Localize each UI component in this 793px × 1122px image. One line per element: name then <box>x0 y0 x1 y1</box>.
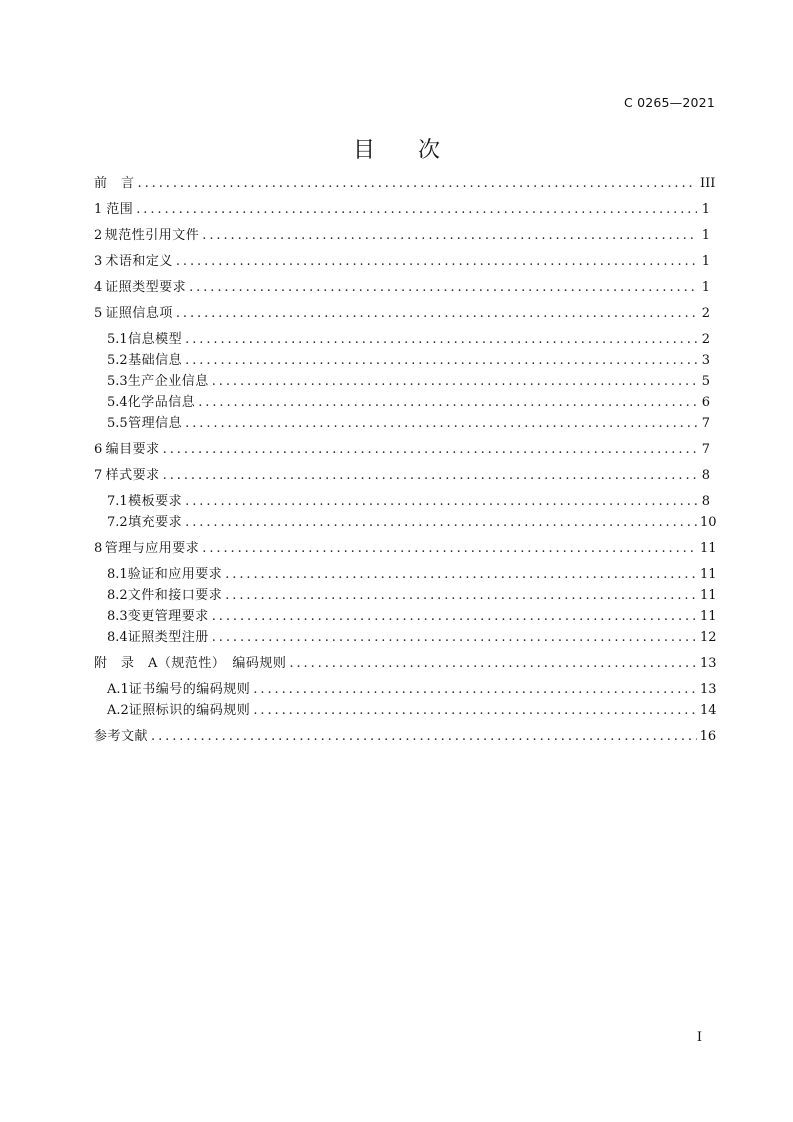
toc-dot-leader <box>185 330 697 350</box>
toc-entry[interactable] <box>94 252 710 272</box>
toc-entry-label: 变更管理要求 <box>127 609 209 624</box>
toc-entry[interactable] <box>94 539 717 559</box>
toc-dot-leader <box>253 701 697 721</box>
toc-dot-leader <box>185 513 697 533</box>
toc-entry-page: 1 <box>701 280 710 295</box>
toc-entry-number: 5.5 <box>107 416 128 431</box>
toc-dot-leader <box>185 351 697 371</box>
toc-entry[interactable] <box>94 200 710 220</box>
toc-entry-page: 2 <box>701 306 710 321</box>
toc-dot-leader <box>185 492 697 512</box>
toc-entry-label: 模板要求 <box>128 494 183 509</box>
toc-dot-leader <box>212 628 697 648</box>
toc-dot-leader <box>212 607 697 627</box>
toc-entry-page: III <box>700 176 716 191</box>
toc-entry-page: 2 <box>701 332 710 347</box>
toc-entry-number: 8.4 <box>107 630 128 645</box>
toc-entry-label: 化学品信息 <box>127 395 196 410</box>
toc-entry[interactable] <box>94 414 710 434</box>
toc-entry-label: 管理信息 <box>128 416 183 431</box>
toc-entry-page: 13 <box>700 656 717 671</box>
toc-entry-page: 13 <box>700 682 717 697</box>
toc-entry-label: 附 录 A（规范性） 编码规则 <box>94 656 287 671</box>
toc-entry-number: 3 <box>94 254 103 269</box>
toc-entry-number: 5.3 <box>107 374 128 389</box>
toc-entry-number: 8.2 <box>107 588 128 603</box>
toc-dot-leader <box>202 226 697 246</box>
toc-entry-label: 信息模型 <box>128 332 183 347</box>
toc-entry-label: 证照标识的编码规则 <box>128 703 251 718</box>
toc-dot-leader <box>185 414 697 434</box>
toc-entry-page: 8 <box>701 468 710 483</box>
toc-entry-number: 6 <box>94 442 103 457</box>
toc-dot-leader <box>225 586 697 606</box>
toc-dot-leader <box>289 654 697 674</box>
toc-dot-leader <box>202 539 697 559</box>
toc-dot-leader <box>138 174 697 194</box>
toc-dot-leader <box>163 466 697 486</box>
toc-entry[interactable] <box>94 393 710 413</box>
toc-entry-label: 术语和定义 <box>105 254 173 269</box>
toc-entry-number: A.1 <box>107 682 129 697</box>
toc-entry[interactable] <box>94 565 717 585</box>
toc-entry-page: 14 <box>700 703 717 718</box>
toc-entry-label: 管理与应用要求 <box>104 541 200 556</box>
toc-entry-label: 基础信息 <box>128 353 183 368</box>
toc-dot-leader <box>212 372 697 392</box>
toc-dot-leader <box>253 680 697 700</box>
toc-entry-page: 12 <box>700 630 717 645</box>
toc-entry[interactable] <box>94 701 717 721</box>
toc-entry-page: 11 <box>700 541 717 556</box>
toc-entry-page: 11 <box>700 567 717 582</box>
toc-entry[interactable] <box>94 607 717 627</box>
toc-entry-label: 证照信息项 <box>105 306 173 321</box>
toc-entry-number: 5.2 <box>107 353 128 368</box>
document-code: C 0265—2021 <box>623 95 715 110</box>
toc-entry-page: 16 <box>699 729 717 744</box>
toc-entry-page: 5 <box>701 374 710 389</box>
toc-entry[interactable] <box>94 174 716 194</box>
toc-entry-number: 8.3 <box>107 609 128 624</box>
toc-dot-leader <box>176 252 697 272</box>
toc-entry-label: 规范性引用文件 <box>104 228 200 243</box>
toc-entry-label: 文件和接口要求 <box>127 588 223 603</box>
toc-entry-page: 1 <box>701 202 710 217</box>
toc-entry-number: 5.1 <box>107 332 128 347</box>
page-number-footer: I <box>696 1030 702 1045</box>
toc-entry-number: 7.1 <box>107 494 128 509</box>
toc-entry[interactable] <box>94 654 717 674</box>
toc-entry[interactable] <box>94 513 717 533</box>
toc-entry-label: 范围 <box>106 202 134 217</box>
toc-entry-label: 生产企业信息 <box>127 374 209 389</box>
toc-entry-page: 3 <box>701 353 710 368</box>
toc-entry-page: 10 <box>700 515 717 530</box>
toc-entry-page: 11 <box>700 588 717 603</box>
toc-dot-leader <box>151 727 697 747</box>
toc-entry-page: 1 <box>701 254 710 269</box>
toc-entry[interactable] <box>94 226 710 246</box>
toc-entry-page: 7 <box>701 442 710 457</box>
toc-entry-number: 4 <box>94 280 103 295</box>
toc-entry[interactable] <box>94 466 710 486</box>
toc-entry[interactable] <box>94 586 717 606</box>
toc-entry[interactable] <box>94 304 710 324</box>
toc-entry[interactable] <box>94 278 710 298</box>
toc-entry-page: 7 <box>701 416 710 431</box>
toc-dot-leader <box>198 393 697 413</box>
toc-entry-number: 7 <box>94 468 103 483</box>
toc-dot-leader <box>176 304 697 324</box>
toc-entry[interactable] <box>94 351 710 371</box>
toc-entry[interactable] <box>94 680 717 700</box>
toc-entry-label: 证书编号的编码规则 <box>128 682 251 697</box>
toc-entry-number: 5 <box>94 306 103 321</box>
toc-entry[interactable] <box>94 330 710 350</box>
toc-entry-number: 2 <box>94 228 103 243</box>
toc-entry[interactable] <box>94 727 717 747</box>
toc-entry-label: 填充要求 <box>128 515 183 530</box>
toc-entry[interactable] <box>94 440 710 460</box>
toc-entry-number: 8 <box>94 541 103 556</box>
page-title: 目 次 <box>353 138 458 163</box>
toc-entry-label: 参考文献 <box>94 729 149 744</box>
toc-entry-number: 8.1 <box>107 567 128 582</box>
toc-entry-label: 前 言 <box>94 176 135 191</box>
toc-entry-number: 7.2 <box>107 515 128 530</box>
toc-dot-leader <box>163 440 697 460</box>
toc-entry-label: 编目要求 <box>105 442 160 457</box>
toc-entry-label: 样式要求 <box>105 468 160 483</box>
toc-entry-number: 5.4 <box>107 395 128 410</box>
toc-entry-page: 6 <box>701 395 710 410</box>
toc-dot-leader <box>189 278 697 298</box>
toc-entry-label: 证照类型注册 <box>127 630 209 645</box>
toc-entry[interactable] <box>94 628 717 648</box>
toc-entry-label: 证照类型要求 <box>105 280 187 295</box>
toc-entry-page: 1 <box>701 228 710 243</box>
toc-entry[interactable] <box>94 492 710 512</box>
toc-entry-number: 1 <box>94 202 103 217</box>
toc-entry-label: 验证和应用要求 <box>127 567 223 582</box>
toc-entry-page: 8 <box>701 494 710 509</box>
toc-dot-leader <box>136 200 697 220</box>
toc-entry[interactable] <box>94 372 710 392</box>
toc-entry-page: 11 <box>700 609 717 624</box>
toc-entry-number: A.2 <box>107 703 129 718</box>
toc-dot-leader <box>225 565 697 585</box>
